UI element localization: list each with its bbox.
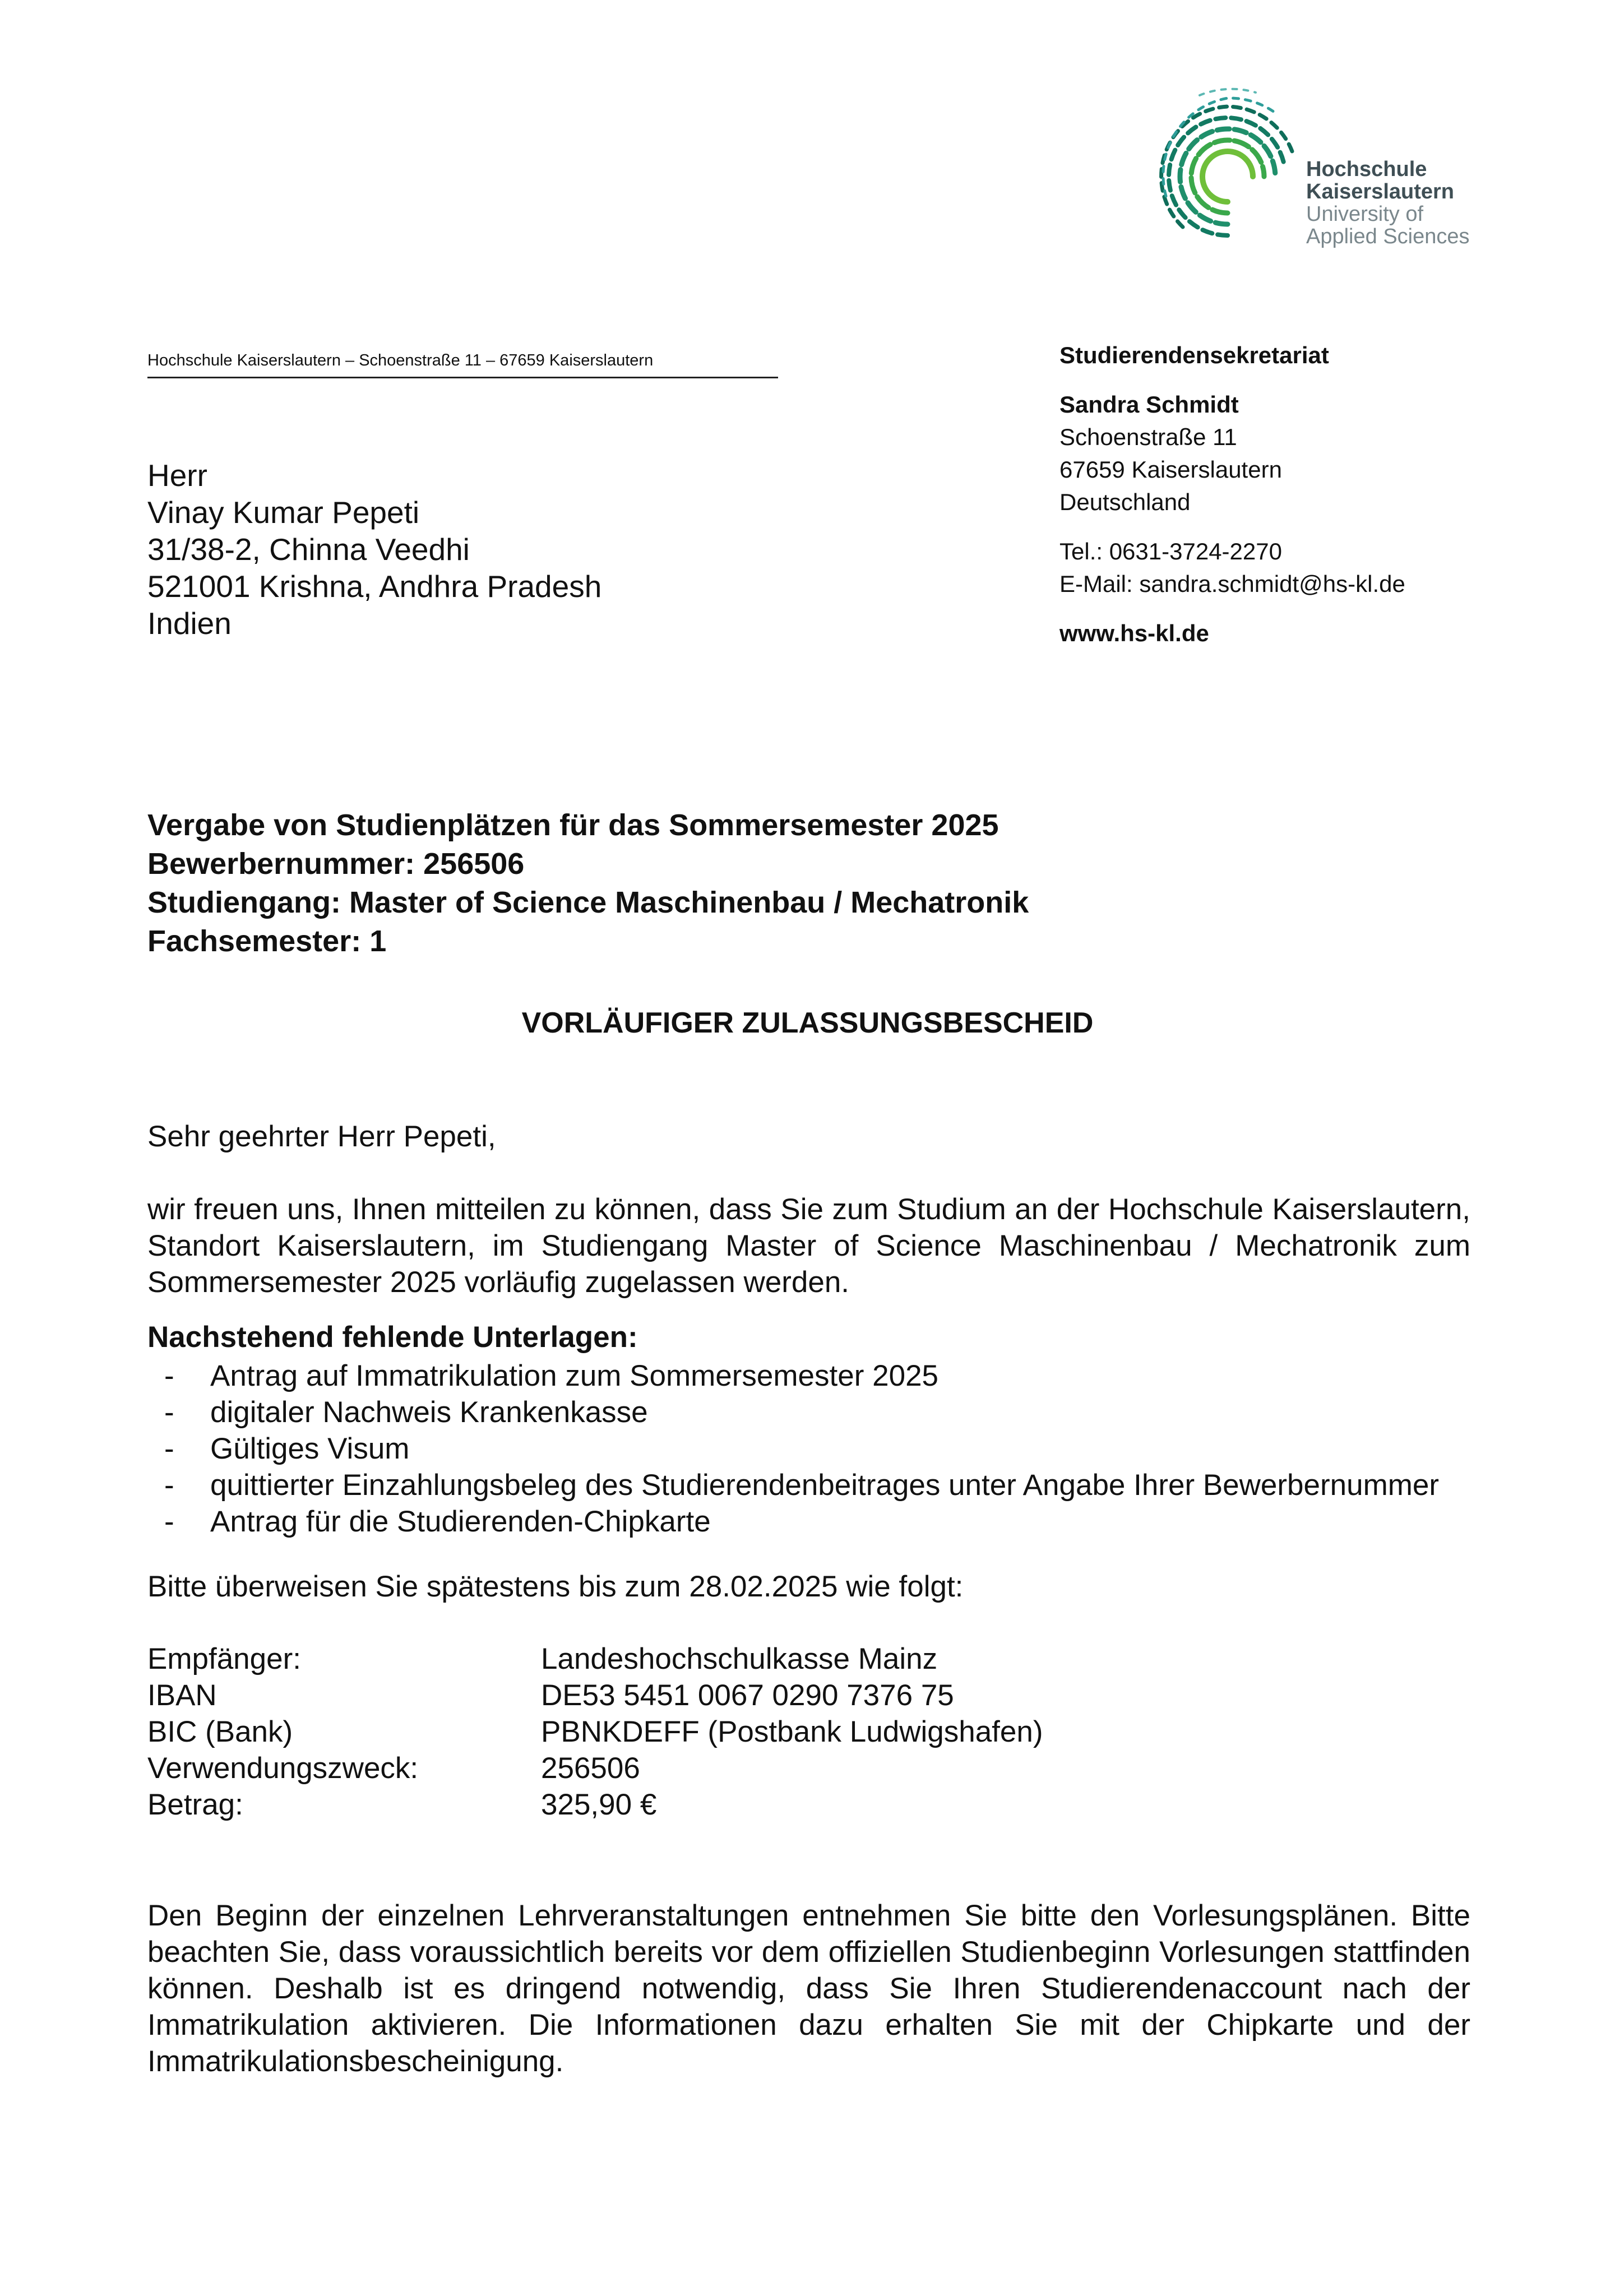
recipient-line: Herr	[147, 458, 207, 493]
payment-label: Verwendungszweck:	[147, 1752, 419, 1785]
subject-line: Bewerbernummer: 256506	[147, 847, 525, 881]
paragraph-lectures: Den Beginn der einzelnen Lehrveranstaltungen entnehmen Sie bitte den Vorlesungsplänen. Bitte beachten Sie, dass voraussichtlich bereits vor dem offiziellen Studienbeginn Vorlesungen stattfinden können. Deshalb ist es dringend notwendig, dass Sie Ihren Studierendenaccount nach der Immatrikulation aktivieren. Die Informationen dazu erhalten Sie mit der Chipkarte und der Immatrikulationsbescheinigung.	[147, 1899, 1470, 2078]
sender-info	[1059, 339, 1405, 650]
sender-name: Sandra Schmidt	[1059, 391, 1239, 418]
recipient-line: 31/38-2, Chinna Veedhi	[147, 532, 470, 567]
list-item: - Gültiges Visum	[147, 1431, 1439, 1467]
payment-label: BIC (Bank)	[147, 1715, 293, 1748]
sender-street: Schoenstraße 11	[1059, 424, 1237, 450]
payment-details	[147, 1641, 1043, 1823]
payment-intro: Bitte überweisen Sie spätestens bis zum 28.02.2025 wie folgt:	[147, 1570, 964, 1603]
payment-value: Landeshochschulkasse Mainz	[541, 1642, 938, 1675]
bullet: -	[164, 1432, 174, 1465]
payment-label: IBAN	[147, 1679, 217, 1712]
payment-row	[147, 1786, 1043, 1823]
return-address: Hochschule Kaiserslautern – Schoenstraße 11 – 67659 Kaiserslautern	[147, 351, 778, 378]
list-item: - Antrag für die Studierenden-Chipkarte	[147, 1503, 1439, 1540]
recipient-line: Vinay Kumar Pepeti	[147, 495, 420, 530]
payment-label: Betrag:	[147, 1788, 243, 1821]
logo-line-3: University of	[1306, 202, 1424, 226]
subject-line: Fachsemester: 1	[147, 924, 387, 958]
payment-row	[147, 1641, 1043, 1677]
payment-value: PBNKDEFF (Postbank Ludwigshafen)	[541, 1715, 1043, 1748]
paragraph-admission: wir freuen uns, Ihnen mitteilen zu können, dass Sie zum Studium an der Hochschule Kaiserslautern, Standort Kaiserslautern, im Studiengang Master of Science Maschinenbau / Mechatronik zum Sommersemester 2025 vorläufig zugelassen werden.	[147, 1193, 1470, 1299]
subject-block	[147, 806, 1029, 961]
university-logo-icon	[1144, 84, 1312, 252]
recipient-address	[147, 457, 601, 642]
sender-department: Studierendensekretariat	[1059, 342, 1329, 368]
recipient-line: 521001 Krishna, Andhra Pradesh	[147, 569, 602, 604]
bullet: -	[164, 1359, 174, 1392]
list-item: - digitaler Nachweis Krankenkasse	[147, 1394, 1439, 1431]
sender-email[interactable]: E-Mail: sandra.schmidt@hs-kl.de	[1059, 571, 1405, 597]
logo-line-2: Kaiserslautern	[1306, 180, 1455, 203]
payment-value: 256506	[541, 1752, 640, 1785]
logo-wordmark	[1306, 158, 1470, 248]
payment-row	[147, 1677, 1043, 1714]
sender-city: 67659 Kaiserslautern	[1059, 456, 1282, 483]
list-item: - Antrag auf Immatrikulation zum Sommersemester 2025	[147, 1358, 1439, 1394]
payment-row	[147, 1750, 1043, 1786]
sender-country: Deutschland	[1059, 489, 1191, 515]
subject-line: Studiengang: Master of Science Maschinenbau / Mechatronik	[147, 886, 1029, 919]
sender-website-link[interactable]: www.hs-kl.de	[1059, 620, 1209, 646]
logo-line-1: Hochschule	[1306, 158, 1427, 181]
sender-phone: Tel.: 0631-3724-2270	[1059, 538, 1282, 564]
recipient-line: Indien	[147, 606, 232, 641]
subject-line: Vergabe von Studienplätzen für das Sommersemester 2025	[147, 808, 999, 842]
document-heading: VORLÄUFIGER ZULASSUNGSBESCHEID	[521, 1007, 1094, 1039]
payment-label: Empfänger:	[147, 1642, 301, 1675]
payment-row	[147, 1714, 1043, 1750]
bullet: -	[164, 1469, 174, 1502]
payment-value: DE53 5451 0067 0290 7376 75	[541, 1679, 954, 1712]
logo-line-4: Applied Sciences	[1306, 225, 1470, 248]
payment-value: 325,90 €	[541, 1788, 657, 1821]
list-item: - quittierter Einzahlungsbeleg des Studierendenbeitrages unter Angabe Ihrer Bewerbernummer	[147, 1467, 1439, 1503]
bullet: -	[164, 1505, 174, 1538]
missing-documents-list	[147, 1358, 1439, 1540]
salutation: Sehr geehrter Herr Pepeti,	[147, 1120, 496, 1153]
missing-documents-title: Nachstehend fehlende Unterlagen:	[147, 1321, 638, 1354]
bullet: -	[164, 1396, 174, 1429]
